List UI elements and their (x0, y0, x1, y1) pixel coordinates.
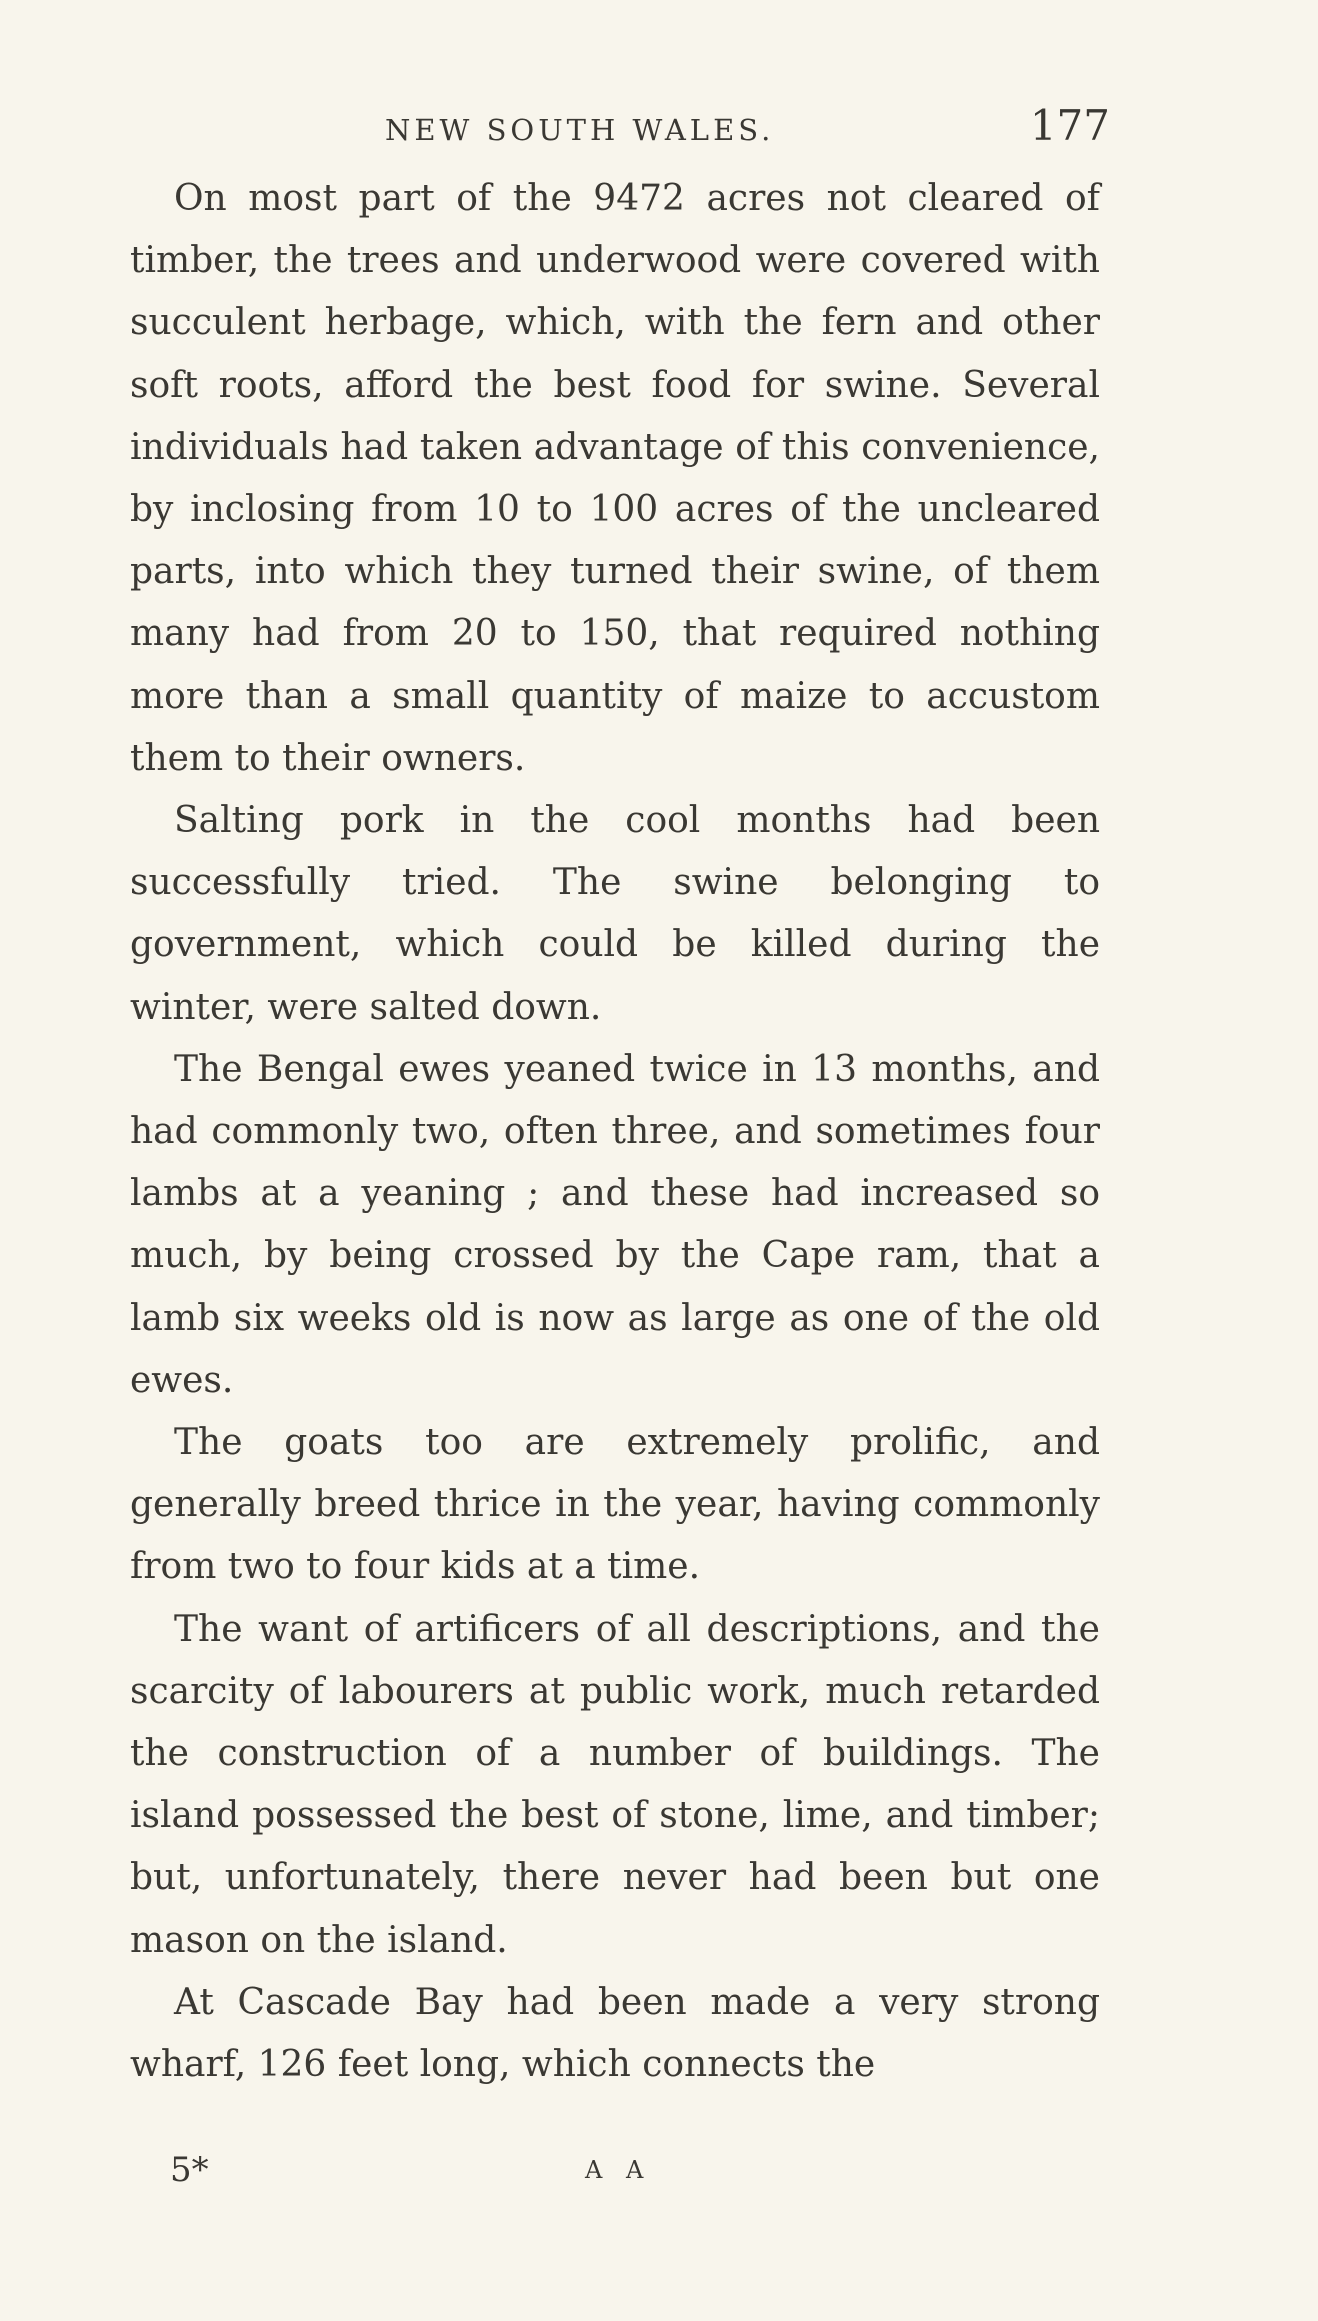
paragraph-artificers: The want of artificers of all descriptions, and the scarcity of labourers at public work, much retarded the construction of a number of buildings. The island possessed the best of stone, lime, and timber; but, unfortunately, there never had been but one mason on the island. (130, 1608, 1100, 1961)
signature-mark: 5* (170, 2150, 209, 2190)
running-head (130, 101, 1110, 155)
page-footer (130, 2150, 1100, 2200)
paragraph-salting-pork: Salting pork in the cool months had been successfully tried. The swine belonging to government, which could be killed during the winter, were salted down. (130, 800, 1100, 1028)
paragraph-goats: The goats too are extremely prolific, and generally breed thrice in the year, having commonly from two to four kids at a time. (130, 1422, 1100, 1588)
body-text (130, 168, 1100, 2096)
paragraph-swine-pasture: On most part of the 9472 acres not cleared of timber, the trees and underwood were covered with succulent herbage, which, with the fern and other soft roots, afford the best food for swine. Several individuals had taken advantage of this convenience, by inclosing from 10 to 100 acres of the uncleared parts, into which they turned their swine, of them many had from 20 to 150, that required nothing more than a small quantity of maize to accustom them to their owners. (130, 178, 1100, 779)
paragraph-cascade-bay: At Cascade Bay had been made a very strong wharf, 126 feet long, which connects the (130, 1981, 1100, 2086)
running-title: NEW SOUTH WALES. (385, 113, 775, 147)
gathering-mark: A A (585, 2156, 652, 2184)
paragraph-bengal-ewes: The Bengal ewes yeaned twice in 13 months, and had commonly two, often three, and sometimes four lambs at a yeaning ; and these had increased so much, by being crossed by the Cape ram, that a lamb six weeks old is now as large as one of the old ewes. (130, 1048, 1100, 1401)
page-number: 177 (1029, 101, 1110, 150)
